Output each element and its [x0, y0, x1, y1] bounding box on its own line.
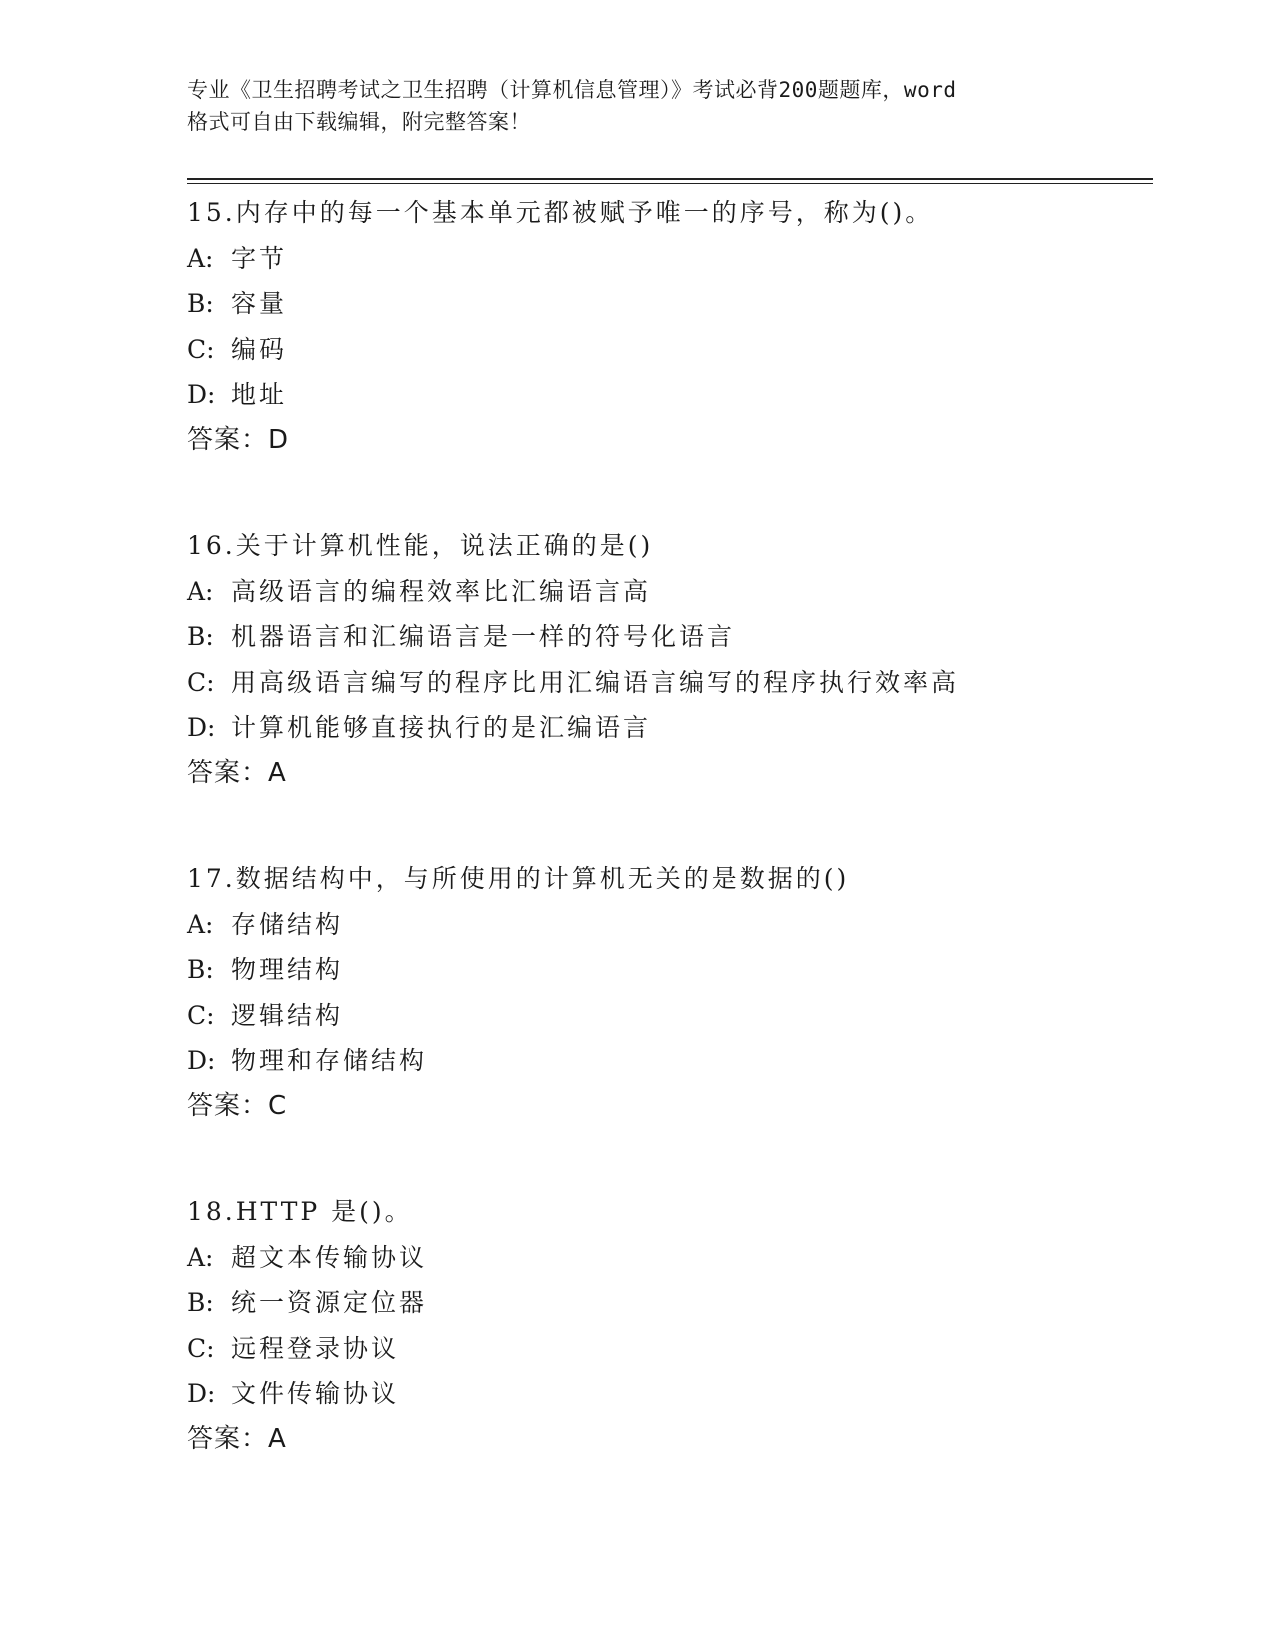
option-c — [187, 1326, 1153, 1372]
answer-line: 答案：A — [187, 757, 287, 788]
header-divider-thick — [187, 178, 1153, 180]
option-d — [187, 1038, 1153, 1084]
option-text: 文件传输协议 — [231, 1379, 400, 1408]
question-17 — [187, 856, 1153, 1129]
option-key: B: — [187, 955, 214, 984]
option-a — [187, 902, 1153, 948]
option-b — [187, 281, 1153, 327]
question-stem: 17.数据结构中，与所使用的计算机无关的是数据的() — [187, 864, 850, 893]
option-key: B: — [187, 289, 214, 318]
option-text: 编码 — [231, 334, 288, 364]
question-stem: 16.关于计算机性能，说法正确的是() — [187, 531, 654, 560]
header-line-2: 格式可自由下载编辑，附完整答案！ — [187, 110, 531, 134]
answer-line: 答案：A — [187, 1423, 287, 1454]
option-text: 容量 — [231, 289, 288, 318]
answer-line: 答案：D — [187, 424, 290, 455]
document-header — [187, 74, 1087, 138]
option-text: 物理结构 — [231, 955, 344, 984]
option-key: A: — [187, 909, 214, 939]
question-18 — [187, 1189, 1153, 1462]
question-stem: 18.HTTP 是()。 — [187, 1197, 413, 1226]
question-15 — [187, 190, 1153, 463]
option-key: B: — [187, 1288, 214, 1317]
option-text: 用高级语言编写的程序比用汇编语言编写的程序执行效率高 — [231, 667, 960, 697]
option-text: 逻辑结构 — [231, 1000, 344, 1030]
option-key: C: — [187, 1000, 215, 1030]
option-key: A: — [187, 1242, 214, 1272]
header-divider-thin — [187, 183, 1153, 184]
option-text: 物理和存储结构 — [231, 1046, 428, 1075]
option-c — [187, 327, 1153, 373]
option-key: C: — [187, 1333, 215, 1363]
question-list — [187, 190, 1153, 1522]
answer-line: 答案：C — [187, 1090, 288, 1121]
option-text: 计算机能够直接执行的是汇编语言 — [231, 713, 652, 742]
question-16 — [187, 523, 1153, 796]
question-stem: 15.内存中的每一个基本单元都被赋予唯一的序号，称为()。 — [187, 198, 934, 227]
option-d — [187, 1371, 1153, 1417]
option-a — [187, 569, 1153, 615]
option-key: D: — [187, 380, 216, 409]
option-text: 高级语言的编程效率比汇编语言高 — [231, 576, 652, 606]
option-a — [187, 236, 1153, 282]
option-d — [187, 705, 1153, 751]
option-key: C: — [187, 667, 215, 697]
option-text: 超文本传输协议 — [231, 1242, 428, 1272]
option-text: 统一资源定位器 — [231, 1288, 428, 1317]
option-key: B: — [187, 622, 214, 651]
option-text: 机器语言和汇编语言是一样的符号化语言 — [231, 622, 736, 651]
option-text: 字节 — [231, 243, 288, 273]
header-line-1: 专业《卫生招聘考试之卫生招聘（计算机信息管理）》考试必背200题题库，word — [187, 78, 957, 102]
option-text: 地址 — [231, 380, 288, 409]
option-key: D: — [187, 713, 216, 742]
option-b — [187, 1280, 1153, 1326]
option-key: D: — [187, 1046, 216, 1075]
option-b — [187, 614, 1153, 660]
option-text: 远程登录协议 — [231, 1333, 400, 1363]
option-c — [187, 993, 1153, 1039]
option-a — [187, 1235, 1153, 1281]
option-c — [187, 660, 1153, 706]
option-key: D: — [187, 1379, 216, 1408]
option-text: 存储结构 — [231, 909, 344, 939]
option-d — [187, 372, 1153, 418]
option-key: A: — [187, 576, 214, 606]
option-key: A: — [187, 243, 214, 273]
option-b — [187, 947, 1153, 993]
option-key: C: — [187, 334, 215, 364]
